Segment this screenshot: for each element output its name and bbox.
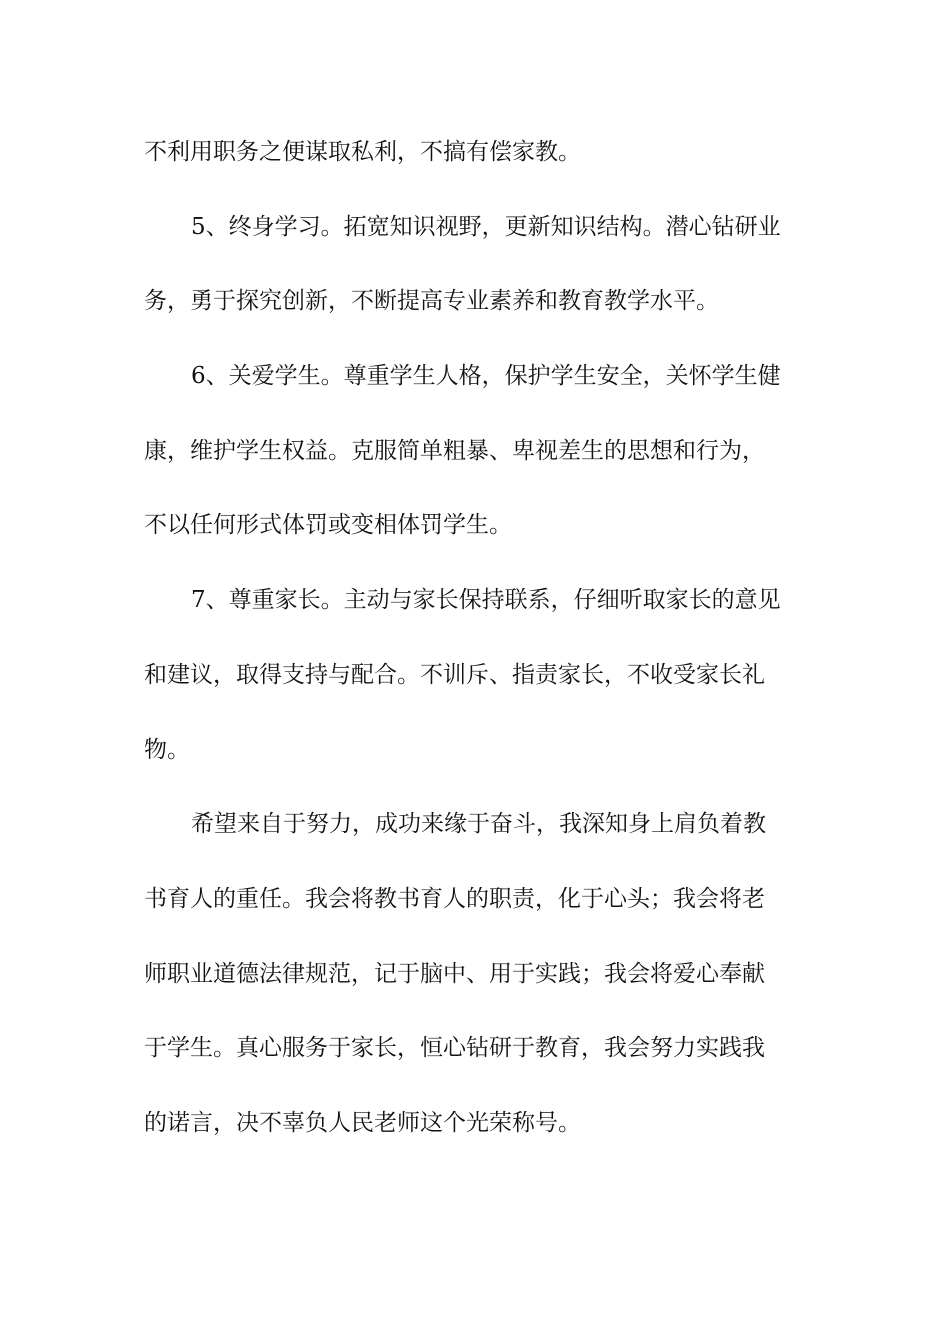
paragraph-5-line: 5、终身学习。拓宽知识视野，更新知识结构。潜心钻研业	[191, 213, 781, 240]
closing-paragraph-line: 希望来自于努力，成功来缘于奋斗，我深知身上肩负着教	[191, 811, 766, 838]
text-line: 书育人的重任。我会将教书育人的职责，化于心头；我会将老	[144, 885, 765, 912]
text-line: 不利用职务之便谋取私利，不搞有偿家教。	[144, 139, 581, 165]
document-body	[144, 128, 808, 1174]
text-line: 务，勇于探究创新，不断提高专业素养和教育教学水平。	[144, 288, 719, 315]
text-line: 师职业道德法律规范，记于脑中、用于实践；我会将爱心奉献	[144, 960, 765, 987]
paragraph-6-line: 6、关爱学生。尊重学生人格，保护学生安全，关怀学生健	[191, 363, 781, 390]
text-line: 于学生。真心服务于家长，恒心钻研于教育，我会努力实践我	[144, 1035, 765, 1062]
text-line: 和建议，取得支持与配合。不训斥、指责家长，不收受家长礼	[144, 661, 765, 688]
text-line: 物。	[144, 736, 190, 763]
text-line: 康，维护学生权益。克服简单粗暴、卑视差生的思想和行为，	[144, 437, 765, 464]
text-line: 不以任何形式体罚或变相体罚学生。	[144, 512, 512, 539]
text-line: 的诺言，决不辜负人民老师这个光荣称号。	[144, 1109, 581, 1136]
paragraph-7-line: 7、尊重家长。主动与家长保持联系，仔细听取家长的意见	[191, 587, 781, 614]
